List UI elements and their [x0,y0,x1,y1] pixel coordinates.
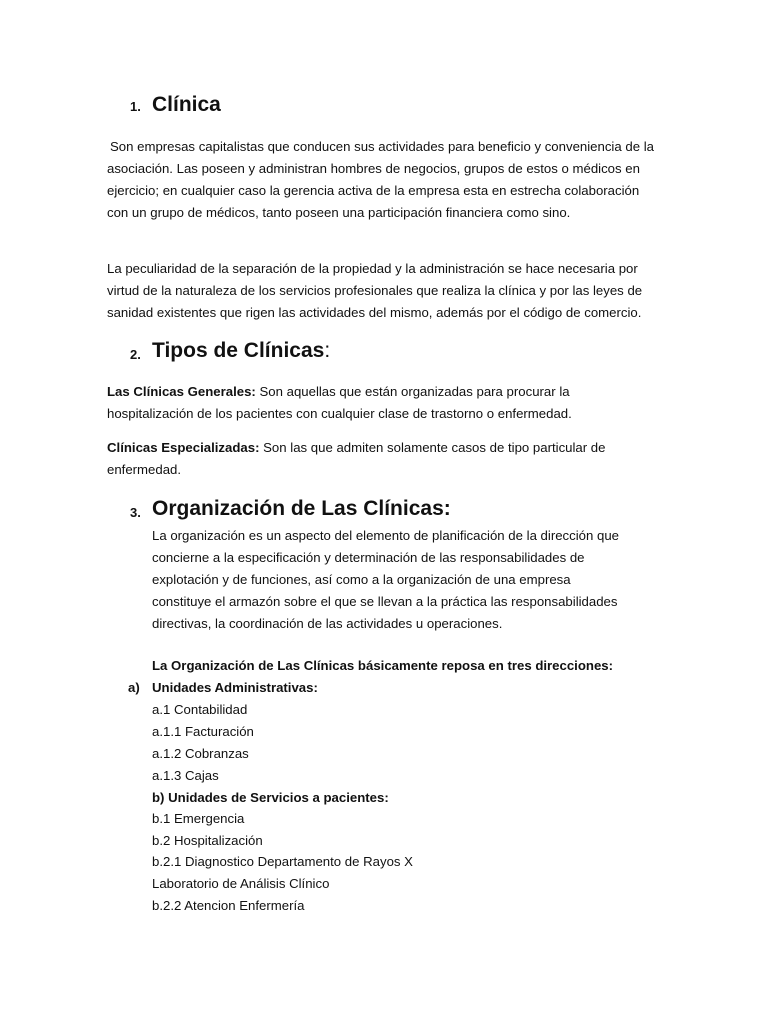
item-a-label: Unidades Administrativas: [152,680,318,695]
section-2-number: 2. [130,347,141,362]
section-1-title: Clínica [152,93,221,116]
list-item-b-2: b.2 Hospitalización [152,833,263,848]
clinicas-generales-label: Las Clínicas Generales: [107,384,256,399]
section-3-paragraph-1: La organización es un aspecto del elemento de planificación de la dirección que concierne a la especificación y determinación de las responsabilidades de explotación y de funciones, así como a la organización de una empresa constituye el armazón sobre el que se llevan a la práctica las responsabilidades directivas, la coordinación de las actividades u operaciones. [152,528,620,631]
item-b-label: b) Unidades de Servicios a pacientes: [152,790,389,805]
clinicas-generales-text: Son aquellas que están organizadas para procurar la hospitalización de los pacientes con cualquier clase de trastorno o enfermedad. [107,384,572,421]
section-1-paragraph-2: La peculiaridad de la separación de la propiedad y la administración se hace necesaria por virtud de la naturaleza de los servicios profesionales que realiza la clínica y por las leyes de sanidad existentes que rigen las actividades del mismo, además por el código de comercio. [107,261,643,320]
section-2-title: Tipos de Clínicas [152,339,325,362]
list-item-a-1: a.1 Contabilidad [152,702,248,717]
clinicas-especializadas-paragraph [107,437,607,481]
section-3-title: Organización de Las Clínicas: [152,497,451,520]
clinicas-especializadas-text: Son las que admiten solamente casos de tipo particular de enfermedad. [107,440,606,477]
list-item-a-1-2: a.1.2 Cobranzas [152,746,249,761]
list-item-a-1-3: a.1.3 Cajas [152,768,219,783]
section-3-subtitle: La Organización de Las Clínicas básicamente reposa en tres direcciones: [152,658,614,673]
list-item-a-1-1: a.1.1 Facturación [152,724,254,739]
section-2-title-wrap [152,339,330,363]
list-item-b-2-2: b.2.2 Atencion Enfermería [152,898,305,913]
clinicas-generales-paragraph [107,381,607,425]
section-1-number: 1. [130,99,141,114]
section-2-title-colon: : [324,339,331,362]
clinicas-especializadas-label: Clínicas Especializadas: [107,440,260,455]
item-a-marker: a) [128,680,140,695]
section-1-paragraph-1: Son empresas capitalistas que conducen sus actividades para beneficio y conveniencia de la asociación. Las poseen y administran hombres de negocios, grupos de estos o médicos en ejercicio; en cualquier caso la gerencia activa de la empresa esta en estrecha colaboración con un grupo de médicos, tanto poseen una participación financiera como sino. [107,139,654,220]
list-item-b-1: b.1 Emergencia [152,811,245,826]
list-item-laboratorio: Laboratorio de Análisis Clínico [152,876,330,891]
section-3-number: 3. [130,505,141,520]
list-item-b-2-1: b.2.1 Diagnostico Departamento de Rayos X [152,854,413,869]
